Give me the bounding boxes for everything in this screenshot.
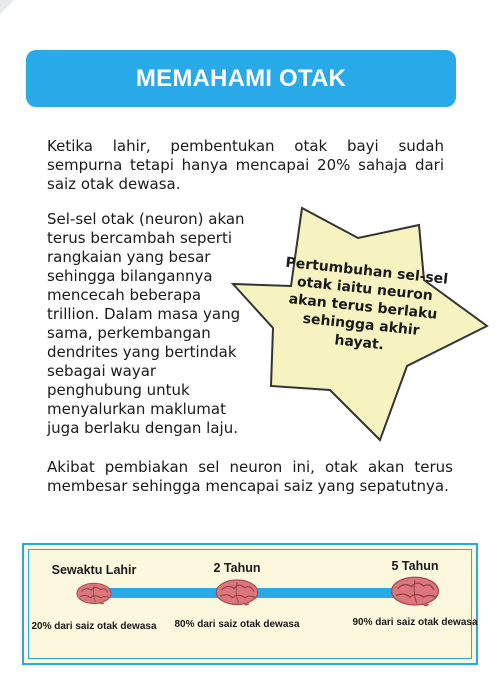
neuron-paragraph: Sel-sel otak (neuron) akan terus bercambah seperti rangkaian yang besar sehingga bilangannya mencecah beberapa trillion. Dalam masa yang sama, perkembangan dendrites yang bertindak sebagai wayar penghubung untuk menyalurkan maklumat juga berlaku dengan laju. (47, 210, 245, 437)
stage-label: 5 Tahun (391, 559, 439, 573)
stage-caption: 20% dari saiz otak dewasa (31, 621, 157, 632)
callout-star (228, 200, 494, 444)
brain-icon (214, 577, 260, 609)
brain-icon (75, 581, 113, 607)
brain-icon (389, 574, 441, 610)
callout-text: Pertumbuhan sel-sel otak iaitu neuron akan terus berlaku sehingga akhir hayat. (284, 254, 449, 354)
stage-label: Sewaktu Lahir (51, 563, 137, 577)
stage-caption: 80% dari saiz otak dewasa (174, 619, 300, 630)
stage-label: 2 Tahun (213, 561, 261, 575)
intro-paragraph: Ketika lahir, pembentukan otak bayi sudah sempurna tetapi hanya mencapai 20% sahaja dari saiz otak dewasa. (47, 137, 444, 193)
timeline-bar (104, 588, 424, 598)
conclusion-paragraph: Akibat pembiakan sel neuron ini, otak akan terus membesar sehingga mencapai saiz yang sepatutnya. (47, 458, 453, 495)
page-corner-decoration (0, 0, 14, 14)
stage-caption: 90% dari saiz otak dewasa (352, 617, 478, 628)
title-banner (26, 50, 456, 107)
page-title: MEMAHAMI OTAK (135, 64, 347, 92)
brain-growth-timeline (22, 543, 478, 665)
